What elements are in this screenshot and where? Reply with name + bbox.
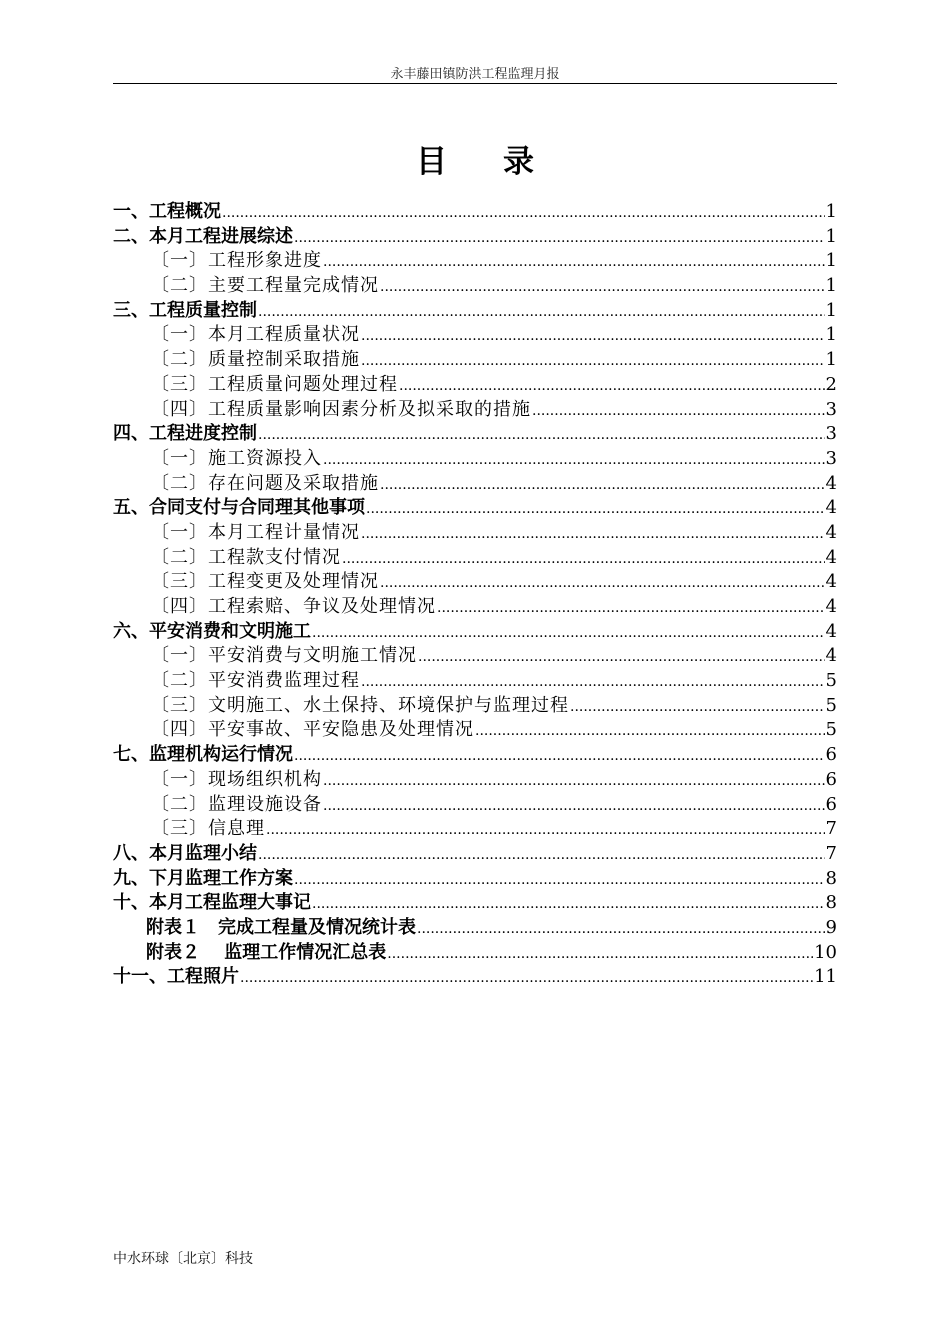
toc-leader-dots (294, 226, 825, 250)
page-footer: 中水环球〔北京〕科技 (113, 1251, 253, 1267)
toc-entry-label: 四、工程进度控制 (113, 423, 257, 445)
toc-entry-page: 5 (825, 694, 837, 716)
toc-leader-dots (532, 399, 825, 423)
toc-entry[interactable] (113, 323, 837, 348)
toc-entry[interactable] (113, 398, 837, 423)
toc-leader-dots (222, 201, 825, 225)
toc-entry[interactable] (113, 348, 837, 373)
toc-entry[interactable] (113, 669, 837, 694)
toc-entry-label: 〔三〕工程质量问题处理过程 (151, 373, 398, 395)
toc-entry-label: 十、本月工程监理大事记 (113, 892, 311, 914)
toc-leader-dots (380, 571, 825, 595)
toc-entry[interactable] (113, 694, 837, 719)
toc-entry-label: 〔一〕施工资源投入 (151, 447, 322, 469)
toc-entry-page: 4 (825, 521, 837, 543)
toc-entry-label: 十一、工程照片 (113, 966, 239, 988)
toc-leader-dots (361, 522, 825, 546)
toc-entry-page: 8 (825, 867, 837, 889)
toc-entry-page: 11 (814, 966, 837, 988)
toc-entry-page: 7 (825, 842, 837, 864)
toc-leader-dots (475, 719, 825, 743)
toc-entry[interactable] (113, 867, 837, 892)
toc-entry-label: 附表２ 监理工作情况汇总表 (146, 941, 387, 963)
toc-entry[interactable] (113, 422, 837, 447)
toc-leader-dots (342, 547, 825, 571)
toc-entry-page: 2 (825, 373, 837, 395)
toc-entry-page: 1 (825, 299, 837, 321)
toc-leader-dots (312, 621, 825, 645)
toc-entry-page: 6 (825, 768, 837, 790)
toc-entry-page: 4 (825, 546, 837, 568)
toc-entry[interactable] (113, 249, 837, 274)
toc-entry-label: 〔四〕工程索赔、争议及处理情况 (151, 596, 436, 617)
toc-entry[interactable] (113, 793, 837, 818)
toc-entry-page: 7 (825, 818, 837, 840)
toc-entry-label: 〔一〕现场组织机构 (151, 768, 322, 790)
toc-entry[interactable] (113, 299, 837, 324)
toc-entry-label: 一、工程概况 (113, 201, 221, 222)
toc-entry-page: 3 (825, 423, 837, 445)
toc-entry-page: 4 (825, 571, 837, 593)
toc-leader-dots (399, 374, 825, 398)
toc-leader-dots (258, 300, 825, 324)
toc-leader-dots (418, 645, 825, 669)
toc-entry-label: 五、合同支付与合同理其他事项 (113, 497, 365, 519)
toc-entry-label: 〔三〕文明施工、水土保持、环境保护与监理过程 (151, 694, 569, 716)
toc-leader-dots (323, 794, 825, 818)
toc-entry-label: 〔一〕本月工程计量情况 (151, 521, 360, 543)
toc-leader-dots (294, 868, 825, 892)
toc-entry[interactable] (113, 472, 837, 497)
toc-leader-dots (240, 966, 813, 990)
toc-entry[interactable] (113, 200, 837, 225)
toc-leader-dots (361, 349, 825, 373)
toc-leader-dots (258, 843, 825, 867)
toc-entry[interactable] (113, 718, 837, 743)
page-header: 永丰藤田镇防洪工程监理月报 (390, 67, 560, 82)
toc-leader-dots (323, 769, 825, 793)
toc-entry-page: 3 (825, 447, 837, 469)
toc-leader-dots (380, 473, 825, 497)
toc-entry-label: 〔四〕平安事故、平安隐患及处理情况 (151, 719, 474, 741)
toc-leader-dots (312, 892, 825, 916)
toc-entry-label: 八、本月监理小结 (113, 842, 257, 864)
toc-entry[interactable] (113, 644, 837, 669)
toc-entry-label: 二、本月工程进展综述 (113, 225, 293, 247)
toc-entry-label: 七、监理机构运行情况 (113, 744, 293, 766)
toc-entry-page: 1 (825, 324, 837, 346)
toc-entry-label: 〔二〕质量控制采取措施 (151, 349, 360, 371)
toc-entry-page: 4 (825, 497, 837, 519)
toc-entry[interactable] (113, 768, 837, 793)
toc-entry[interactable] (113, 941, 837, 966)
toc-entry-page: 1 (825, 349, 837, 371)
toc-leader-dots (437, 596, 825, 620)
toc-leader-dots (387, 942, 813, 966)
toc-leader-dots (361, 324, 825, 348)
toc-entry-label: 三、工程质量控制 (113, 299, 257, 321)
toc-entry-page: 5 (825, 719, 837, 741)
toc-entry-page: 1 (825, 201, 837, 222)
toc-entry-page: 1 (825, 225, 837, 247)
table-of-contents (113, 200, 837, 990)
toc-entry[interactable] (113, 521, 837, 546)
toc-leader-dots (366, 497, 825, 521)
toc-entry-page: 4 (825, 645, 837, 667)
toc-entry[interactable] (113, 620, 837, 645)
toc-entry-label: 六、平安消费和文明施工 (113, 620, 311, 642)
toc-leader-dots (380, 275, 825, 299)
toc-entry-page: 1 (825, 275, 837, 297)
toc-entry[interactable] (113, 891, 837, 916)
toc-leader-dots (294, 744, 825, 768)
toc-entry[interactable] (113, 373, 837, 398)
toc-entry-page: 9 (825, 916, 837, 938)
toc-entry[interactable] (113, 965, 837, 990)
toc-entry[interactable] (113, 274, 837, 299)
header-rule (113, 83, 837, 84)
toc-leader-dots (361, 670, 825, 694)
toc-entry[interactable] (113, 743, 837, 768)
toc-entry[interactable] (113, 842, 837, 867)
toc-leader-dots (323, 250, 825, 274)
toc-entry-label: 九、下月监理工作方案 (113, 867, 293, 889)
toc-entry[interactable] (113, 447, 837, 472)
toc-entry-label: 〔二〕主要工程量完成情况 (151, 275, 379, 297)
toc-leader-dots (570, 695, 825, 719)
toc-leader-dots (323, 448, 825, 472)
toc-entry[interactable] (113, 496, 837, 521)
toc-entry[interactable] (113, 570, 837, 595)
toc-entry-page: 4 (825, 472, 837, 494)
toc-entry-label: 〔三〕信息理 (151, 818, 265, 840)
toc-entry-label: 〔一〕本月工程质量状况 (151, 324, 360, 346)
toc-entry-page: 6 (825, 793, 837, 815)
toc-entry[interactable] (113, 916, 837, 941)
toc-title: 目录 (416, 144, 590, 180)
toc-entry-page: 4 (825, 596, 837, 617)
toc-entry[interactable] (113, 817, 837, 842)
toc-entry[interactable] (113, 546, 837, 571)
toc-entry-label: 〔二〕平安消费监理过程 (151, 670, 360, 692)
toc-entry-label: 〔二〕存在问题及采取措施 (151, 472, 379, 494)
toc-entry-page: 8 (825, 892, 837, 914)
toc-entry-label: 〔一〕平安消费与文明施工情况 (151, 645, 417, 667)
toc-entry-label: 〔二〕工程款支付情况 (151, 546, 341, 568)
toc-entry[interactable] (113, 595, 837, 620)
toc-entry-page: 3 (825, 398, 837, 420)
toc-entry-label: 附表１ 完成工程量及情况统计表 (146, 916, 416, 938)
toc-entry-page: 5 (825, 670, 837, 692)
toc-entry-page: 6 (825, 744, 837, 766)
toc-entry-label: 〔三〕工程变更及处理情况 (151, 571, 379, 593)
toc-entry[interactable] (113, 225, 837, 250)
toc-leader-dots (417, 917, 825, 941)
toc-entry-label: 〔四〕工程质量影响因素分析及拟采取的措施 (151, 398, 531, 420)
toc-leader-dots (258, 423, 825, 447)
toc-entry-label: 〔二〕监理设施设备 (151, 793, 322, 815)
toc-entry-page: 10 (814, 941, 837, 963)
toc-leader-dots (266, 818, 825, 842)
toc-entry-page: 4 (825, 620, 837, 642)
toc-entry-label: 〔一〕工程形象进度 (151, 250, 322, 272)
toc-entry-page: 1 (825, 250, 837, 272)
